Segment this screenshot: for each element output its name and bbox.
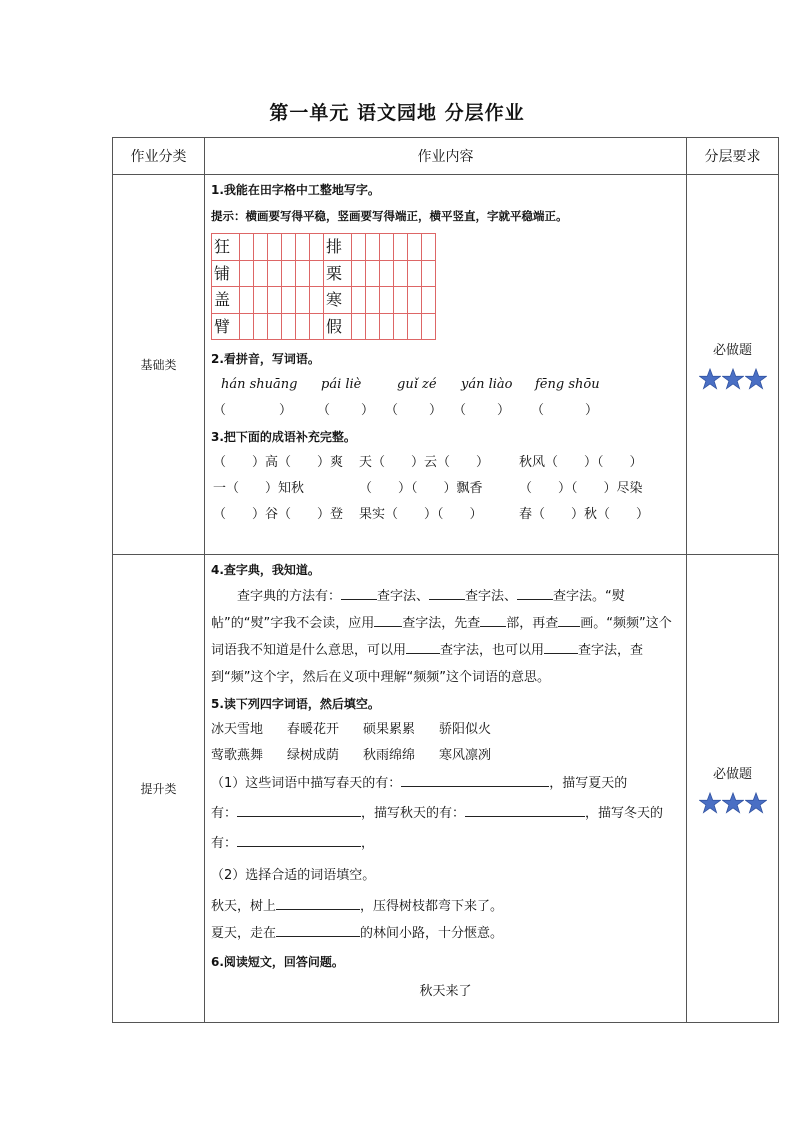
word-list-row xyxy=(211,717,680,743)
paren: ） xyxy=(497,403,511,418)
star-rating xyxy=(687,792,778,814)
story-title: 秋天来了 xyxy=(419,984,472,999)
pinyin-item: guǐ zé xyxy=(397,377,437,392)
table-header-row xyxy=(113,138,779,175)
word: 冰天雪地 xyxy=(211,722,264,737)
fill-blank[interactable] xyxy=(429,583,465,600)
fill-blank[interactable] xyxy=(401,770,549,787)
advanced-content xyxy=(205,555,687,1023)
fill-blank[interactable] xyxy=(544,637,578,654)
paren: （ xyxy=(453,403,467,418)
idiom: 春（ ）秋（ ） xyxy=(519,507,650,522)
idiom-row[interactable] xyxy=(211,450,680,476)
question-5-2-a: 秋天，树上 ，压得树枝都弯下来了。 xyxy=(211,893,680,920)
idiom: （ ）高（ ）爽 xyxy=(213,455,344,470)
paren: （ xyxy=(213,403,227,418)
star-icon xyxy=(722,792,744,814)
word: 秋雨绵绵 xyxy=(363,748,416,763)
advanced-requirement xyxy=(687,555,779,1023)
basic-content xyxy=(205,175,687,555)
word: 绿树成荫 xyxy=(287,748,340,763)
fill-blank[interactable] xyxy=(237,830,361,847)
fill-blank[interactable] xyxy=(341,583,377,600)
tianzige-left xyxy=(211,233,324,340)
pinyin-item: fēng shōu xyxy=(535,377,600,392)
idiom: 秋风（ ）（ ） xyxy=(519,455,643,470)
paren: （ xyxy=(317,403,331,418)
question-2: 2.看拼音，写词语。 xyxy=(211,352,320,366)
question-3: 3.把下面的成语补充完整。 xyxy=(211,430,356,444)
question-5-2-b: 夏天，走在 的林间小路，十分惬意。 xyxy=(211,920,680,947)
idiom: （ ）谷（ ）登 xyxy=(213,507,344,522)
char-cell: 栗 xyxy=(324,261,352,288)
word: 骄阳似火 xyxy=(439,722,492,737)
fill-blank[interactable] xyxy=(276,920,360,937)
advanced-category: 提升类 xyxy=(113,555,205,1023)
page-title: 第一单元 语文园地 分层作业 xyxy=(269,102,525,124)
idiom: （ ）（ ）尽染 xyxy=(519,481,643,496)
pinyin-item: pái liè xyxy=(321,377,362,392)
question-4-paragraph: 查字典的方法有： 查字法、 查字法、 查字法。“熨帖”的“熨”字我不会读，应用 查字法，先查 部，再查 画。“频频”这个词语我不知道是什么意思，可以用 查字法，也可以用 查字法，查到“频”这个字，然后在义项中理解“频频”这个词语的意思。 xyxy=(211,583,680,691)
star-icon xyxy=(745,792,767,814)
header-content: 作业内容 xyxy=(205,138,687,175)
idiom-row[interactable] xyxy=(211,502,680,528)
fill-blank[interactable] xyxy=(480,610,506,627)
header-category: 作业分类 xyxy=(113,138,205,175)
idiom: 一（ ）知秋 xyxy=(213,481,305,496)
header-requirement: 分层要求 xyxy=(687,138,779,175)
advanced-row xyxy=(113,555,779,1023)
question-6: 6.阅读短文，回答问题。 xyxy=(211,955,344,969)
tianzige-grid xyxy=(211,233,680,340)
fill-blank[interactable] xyxy=(517,583,553,600)
question-1: 1.我能在田字格中工整地写字。 xyxy=(211,183,380,197)
question-4: 4.查字典，我知道。 xyxy=(211,563,320,577)
basic-row xyxy=(113,175,779,555)
paren: （ xyxy=(531,403,545,418)
paren: （ xyxy=(385,403,399,418)
fill-blank[interactable] xyxy=(558,610,580,627)
word: 春暖花开 xyxy=(287,722,340,737)
char-cell: 铺 xyxy=(212,261,240,288)
star-rating xyxy=(687,368,778,390)
char-cell: 盖 xyxy=(212,287,240,314)
idiom: 果实（ ）（ ） xyxy=(359,507,483,522)
star-icon xyxy=(699,368,721,390)
fill-blank[interactable] xyxy=(237,800,361,817)
pinyin-item: yán liào xyxy=(461,377,513,392)
idiom: 天（ ）云（ ） xyxy=(359,455,490,470)
word: 寒风凛冽 xyxy=(439,748,492,763)
idiom-row[interactable] xyxy=(211,476,680,502)
basic-requirement xyxy=(687,175,779,555)
char-cell: 假 xyxy=(324,314,352,341)
fill-blank[interactable] xyxy=(465,800,585,817)
paren: ） xyxy=(429,403,443,418)
word: 莺歌燕舞 xyxy=(211,748,264,763)
requirement-label: 必做题 xyxy=(712,343,752,358)
char-cell: 寒 xyxy=(324,287,352,314)
pinyin-row xyxy=(211,372,680,398)
pinyin-answer-row[interactable] xyxy=(211,398,680,424)
question-5-1: （1）这些词语中描写春天的有： ，描写夏天的 有： ，描写秋天的有： ，描写冬天的 有： ， xyxy=(211,769,680,859)
requirement-label: 必做题 xyxy=(712,767,752,782)
question-1-hint: 提示：横画要写得平稳，竖画要写得端正，横平竖直，字就平稳端正。 xyxy=(211,209,568,223)
star-icon xyxy=(722,368,744,390)
homework-table xyxy=(112,137,779,1023)
char-cell: 狂 xyxy=(212,234,240,261)
paren: ） xyxy=(279,403,293,418)
star-icon xyxy=(699,792,721,814)
question-5: 5.读下列四字词语，然后填空。 xyxy=(211,697,380,711)
char-cell: 臂 xyxy=(212,314,240,341)
idiom: （ ）（ ）飘香 xyxy=(359,481,483,496)
fill-blank[interactable] xyxy=(374,610,402,627)
word: 硕果累累 xyxy=(363,722,416,737)
tianzige-right xyxy=(324,233,436,340)
star-icon xyxy=(745,368,767,390)
pinyin-item: hán shuāng xyxy=(221,377,298,392)
paren: ） xyxy=(585,403,599,418)
question-5-2: （2）选择合适的词语填空。 xyxy=(211,868,376,883)
basic-category: 基础类 xyxy=(113,175,205,555)
fill-blank[interactable] xyxy=(276,893,360,910)
word-list-row xyxy=(211,743,680,769)
paren: ） xyxy=(361,403,375,418)
fill-blank[interactable] xyxy=(406,637,440,654)
char-cell: 排 xyxy=(324,234,352,261)
